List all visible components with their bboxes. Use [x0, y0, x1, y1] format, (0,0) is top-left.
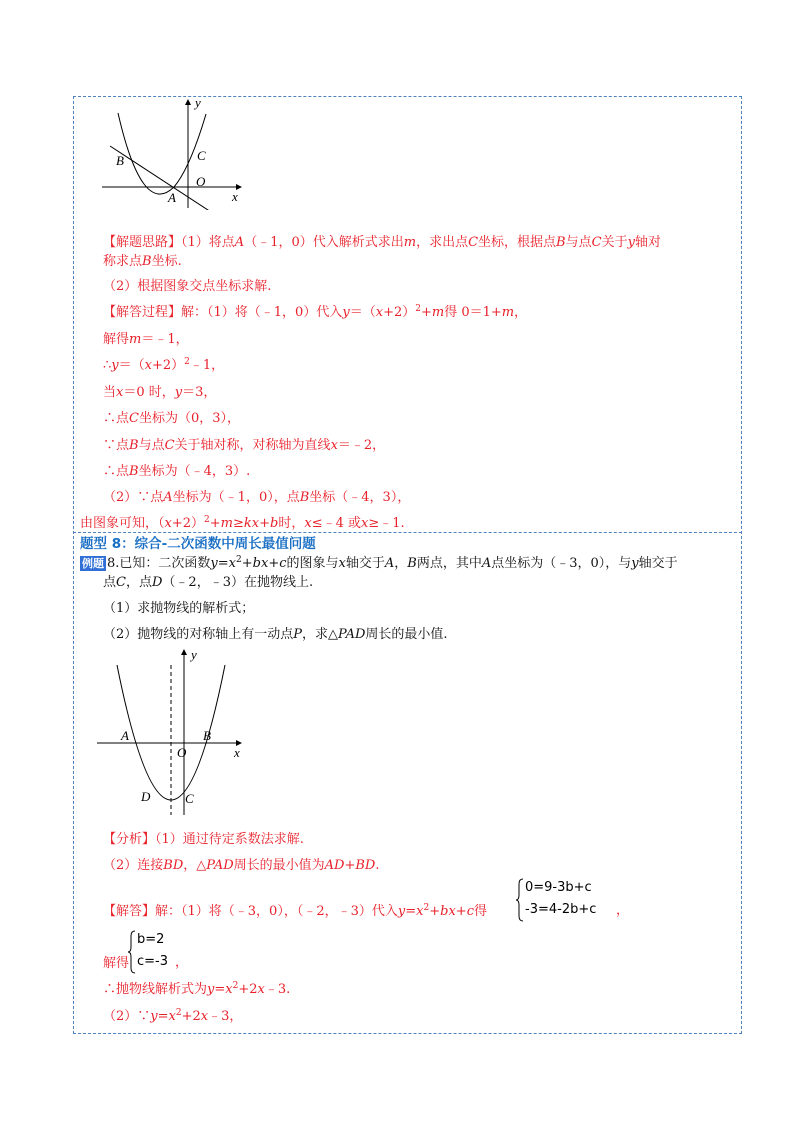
- label-B: B: [203, 728, 211, 743]
- label-D: D: [141, 789, 151, 804]
- parabola-curve: [118, 113, 206, 194]
- section-title: 题型 8：综合-二次函数中周长最值问题: [80, 536, 316, 552]
- y-axis-arrow: [185, 99, 191, 105]
- solution2-answer-line1: 【解答】解：（1）将（﹣3，0），（﹣2，﹣3）代入$y=x^2+bx+c$得: [103, 903, 487, 919]
- solution1-process-line8: （2）∵点A坐标为（﹣1，0），点B坐标（﹣4，3），: [103, 490, 411, 505]
- example-badge: 例题: [82, 557, 104, 570]
- equation-system-2: [128, 930, 198, 974]
- solution1-process-line9: 由图象可知，$(x+2)^2+m\ge kx+b$时，x≤﹣4 或x≥﹣1.: [80, 515, 405, 531]
- label-O: O: [196, 174, 206, 189]
- system-1-tail: ，: [616, 903, 630, 918]
- solution2-answer-line4: $(2)\because y=x^2+2x﹣3$，: [103, 1008, 243, 1024]
- equation-system-1: [516, 878, 630, 922]
- solution1-analysis-line1: 【解题思路】（1）将点A（﹣1，0）代入解析式求出m，求出点C坐标，根据点B与点C关于y轴对: [103, 235, 661, 250]
- label-x: x: [234, 745, 240, 760]
- solution1-process-line3: $\therefore y=(x+2)^2﹣1$，: [103, 357, 225, 373]
- solution2-answer-line2-label: 解得: [103, 956, 130, 971]
- solution1-analysis-line3: （2）根据图象交点坐标求解.: [103, 279, 272, 294]
- answer-tag: 【解答】: [103, 904, 156, 919]
- solution1-process-line7: ∴点B坐标为（﹣4，3）.: [103, 464, 251, 479]
- label-x: x: [232, 189, 238, 204]
- label-A: A: [168, 190, 176, 205]
- analysis-tag: 【解题思路】: [103, 235, 182, 250]
- solution1-process-line4: 当x＝0 时，y＝3，: [103, 385, 217, 400]
- system-2-row-2: c=-3: [137, 954, 169, 969]
- process-tag: 【解答过程】: [103, 305, 182, 320]
- label-C: C: [185, 791, 194, 806]
- question-line2: 点C，点D（﹣2，﹣3）在抛物线上.: [103, 575, 314, 590]
- label-y: y: [191, 647, 197, 662]
- system-1-row-1: 0=9-3b+c: [525, 880, 592, 895]
- system-1-row-2: -3=4-2b+c: [525, 902, 597, 917]
- label-y: y: [195, 98, 201, 110]
- system-2-tail: ，: [175, 955, 189, 970]
- brace-icon: [128, 930, 136, 974]
- solution2-answer-line3: ∴抛物线解析式为$y=x^2+2x﹣3$.: [103, 981, 291, 997]
- question-line3: （1）求抛物线的解析式；: [103, 601, 255, 616]
- solution1-process-line2: 解得m＝﹣1，: [103, 332, 189, 347]
- solution2-analysis-line1: 【分析】（1）通过待定系数法求解.: [103, 832, 304, 847]
- y-axis-arrow: [181, 649, 187, 655]
- solution1-analysis-line2: 称求点B坐标.: [103, 254, 182, 269]
- system-2-row-1: b=2: [137, 932, 165, 947]
- label-O: O: [177, 745, 187, 760]
- solution2-analysis-line2: （2）连接BD，△PAD周长的最小值为AD+BD.: [103, 858, 380, 873]
- solution1-process-line5: ∴点C坐标为（0，3），: [103, 411, 241, 426]
- figure-1-graph: [98, 98, 246, 210]
- label-A: A: [121, 728, 129, 743]
- figure-2-graph: [95, 645, 245, 817]
- label-B: B: [116, 153, 124, 168]
- label-C: C: [197, 148, 206, 163]
- solution1-process-line1: 【解答过程】解：（1）将（﹣1，0）代入$y=(x+2)^2+m$得 0＝1+m，: [103, 304, 528, 320]
- question-line4: （2）抛物线的对称轴上有一动点P，求△PAD周长的最小值.: [103, 627, 448, 642]
- solution1-process-line6: ∵点B与点C关于轴对称，对称轴为直线x＝﹣2，: [103, 438, 386, 453]
- question-line1: 例题 8.已知：二次函数$y=x^2+bx+c$的图象与x轴交于A，B两点，其中A点坐标为（﹣3，0），与y轴交于: [82, 555, 678, 571]
- analysis-tag: 【分析】: [103, 832, 156, 847]
- brace-icon: [516, 878, 524, 922]
